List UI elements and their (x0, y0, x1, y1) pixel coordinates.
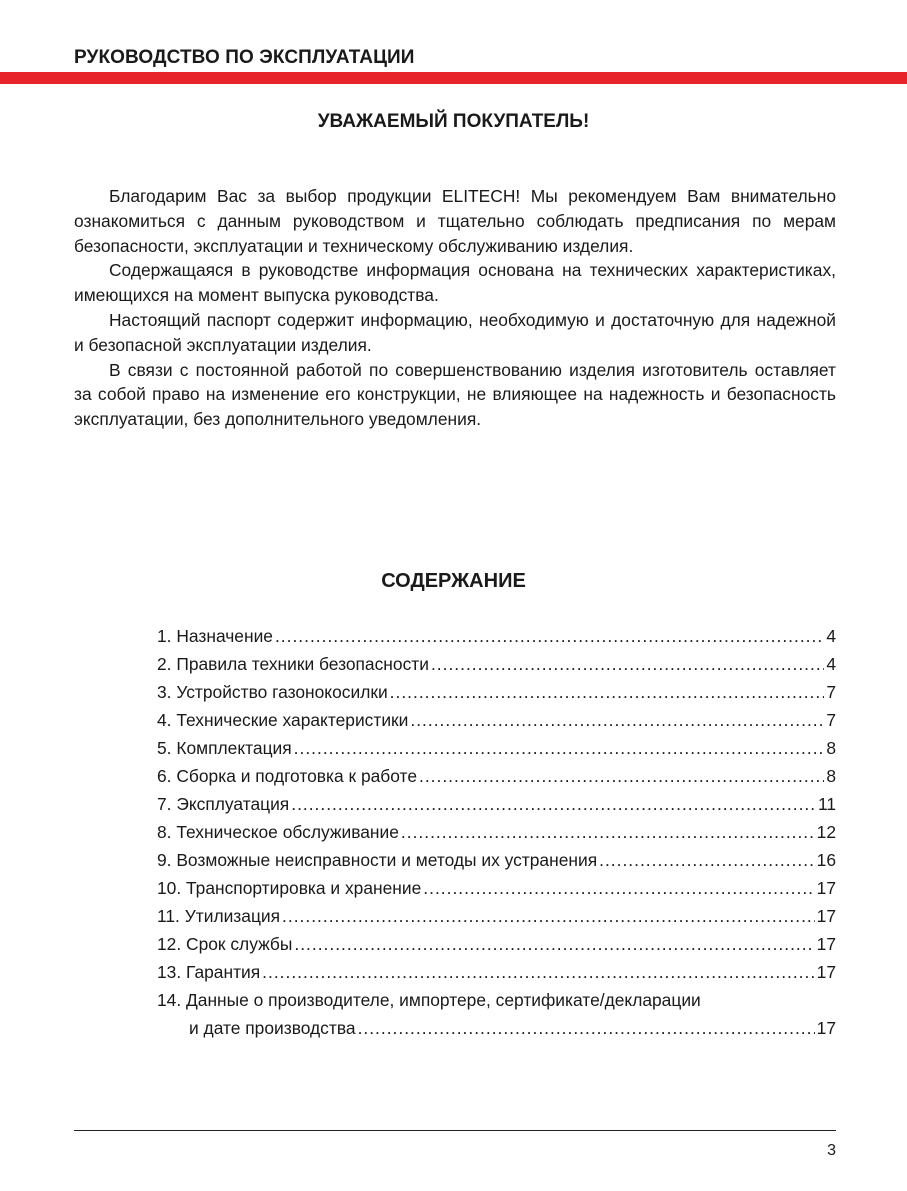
toc-entry-page: 17 (816, 878, 836, 898)
toc-entry-label: 3. Устройство газонокосилки (157, 682, 388, 702)
toc-entry-page: 12 (816, 822, 836, 842)
toc-entry-label: 1. Назначение (157, 626, 273, 646)
toc-entry-page: 7 (826, 682, 836, 702)
table-of-contents (157, 622, 836, 1042)
toc-leader-dots (419, 762, 824, 790)
toc-entry[interactable] (157, 762, 836, 790)
toc-entry-label: 8. Техническое обслуживание (157, 822, 399, 842)
toc-entry[interactable] (157, 958, 836, 986)
toc-leader-dots (599, 846, 815, 874)
toc-entry-page: 4 (826, 626, 836, 646)
toc-entry-page: 17 (816, 962, 836, 982)
intro-paragraph: Содержащаяся в руководстве информация основана на технических характеристиках, имеющихся на момент выпуска руководства. (74, 260, 836, 306)
toc-entry-label: 7. Эксплуатация (157, 794, 290, 814)
toc-entry-page: 4 (826, 654, 836, 674)
toc-entry[interactable] (157, 790, 836, 818)
toc-leader-dots (358, 1014, 815, 1042)
toc-entry-label: 4. Технические характеристики (157, 710, 409, 730)
toc-entry[interactable] (157, 846, 836, 874)
toc-entry-page: 11 (817, 794, 836, 814)
toc-entry[interactable] (157, 874, 836, 902)
toc-entry[interactable] (157, 930, 836, 958)
toc-entry[interactable] (157, 818, 836, 846)
toc-leader-dots (401, 818, 815, 846)
intro-paragraph: Благодарим Вас за выбор продукции ELITECH! Мы рекомендуем Вам внимательно ознакомиться с данным руководством и тщательно соблюдать предписания по мерам безопасности, эксплуатации и техническому обслуживанию изделия. (74, 186, 836, 256)
footer-divider (74, 1130, 836, 1131)
page-number: 3 (827, 1142, 836, 1159)
toc-leader-dots (294, 734, 825, 762)
toc-entry-continuation[interactable] (157, 1014, 836, 1042)
toc-leader-dots (282, 902, 815, 930)
toc-entry-page: 8 (826, 766, 836, 786)
toc-entry-multiline[interactable] (157, 986, 836, 1014)
toc-entry-page: 17 (816, 906, 836, 926)
intro-paragraph: Настоящий паспорт содержит информацию, необходимую и достаточную для надежной и безопасной эксплуатации изделия. (74, 309, 836, 355)
header-title: РУКОВОДСТВО ПО ЭКСПЛУАТАЦИИ (74, 47, 415, 68)
toc-leader-dots (262, 958, 814, 986)
toc-leader-dots (431, 650, 824, 678)
toc-entry-label: 14. Данные о производителе, импортере, сертификате/декларации (157, 990, 701, 1010)
toc-entry-label: 10. Транспортировка и хранение (157, 878, 422, 898)
greeting-heading: УВАЖАЕМЫЙ ПОКУПАТЕЛЬ! (317, 111, 590, 132)
toc-leader-dots (294, 930, 814, 958)
toc-leader-dots (390, 678, 825, 706)
toc-entry-page: 17 (816, 934, 836, 954)
toc-entry-page: 7 (826, 710, 836, 730)
toc-entry-label: 2. Правила техники безопасности (157, 654, 429, 674)
toc-entry-page: 16 (816, 850, 836, 870)
toc-entry-label: 13. Гарантия (157, 962, 261, 982)
toc-entry-page: 8 (826, 738, 836, 758)
toc-entry-page: 17 (816, 1018, 836, 1038)
toc-entry-label: 9. Возможные неисправности и методы их устранения (157, 850, 598, 870)
toc-entry[interactable] (157, 902, 836, 930)
toc-entry[interactable] (157, 650, 836, 678)
intro-text (74, 184, 836, 432)
toc-leader-dots (423, 874, 814, 902)
toc-entry[interactable] (157, 678, 836, 706)
toc-entry-label: и дате производства (189, 1018, 356, 1038)
toc-entry-label: 6. Сборка и подготовка к работе (157, 766, 417, 786)
toc-leader-dots (275, 622, 824, 650)
header-accent-bar (0, 72, 907, 84)
toc-entry[interactable] (157, 734, 836, 762)
toc-leader-dots (410, 706, 824, 734)
toc-title: СОДЕРЖАНИЕ (381, 570, 526, 592)
toc-entry-label: 12. Срок службы (157, 934, 293, 954)
toc-entry[interactable] (157, 706, 836, 734)
toc-leader-dots (291, 790, 816, 818)
toc-entry-label: 11. Утилизация (157, 906, 281, 926)
toc-entry-label: 5. Комплектация (157, 738, 292, 758)
toc-entry[interactable] (157, 622, 836, 650)
intro-paragraph: В связи с постоянной работой по совершенствованию изделия изготовитель оставляет за собой право на изменение его конструкции, не влияющее на надежность и безопасность эксплуатации, без дополнительного уведомления. (74, 359, 836, 430)
